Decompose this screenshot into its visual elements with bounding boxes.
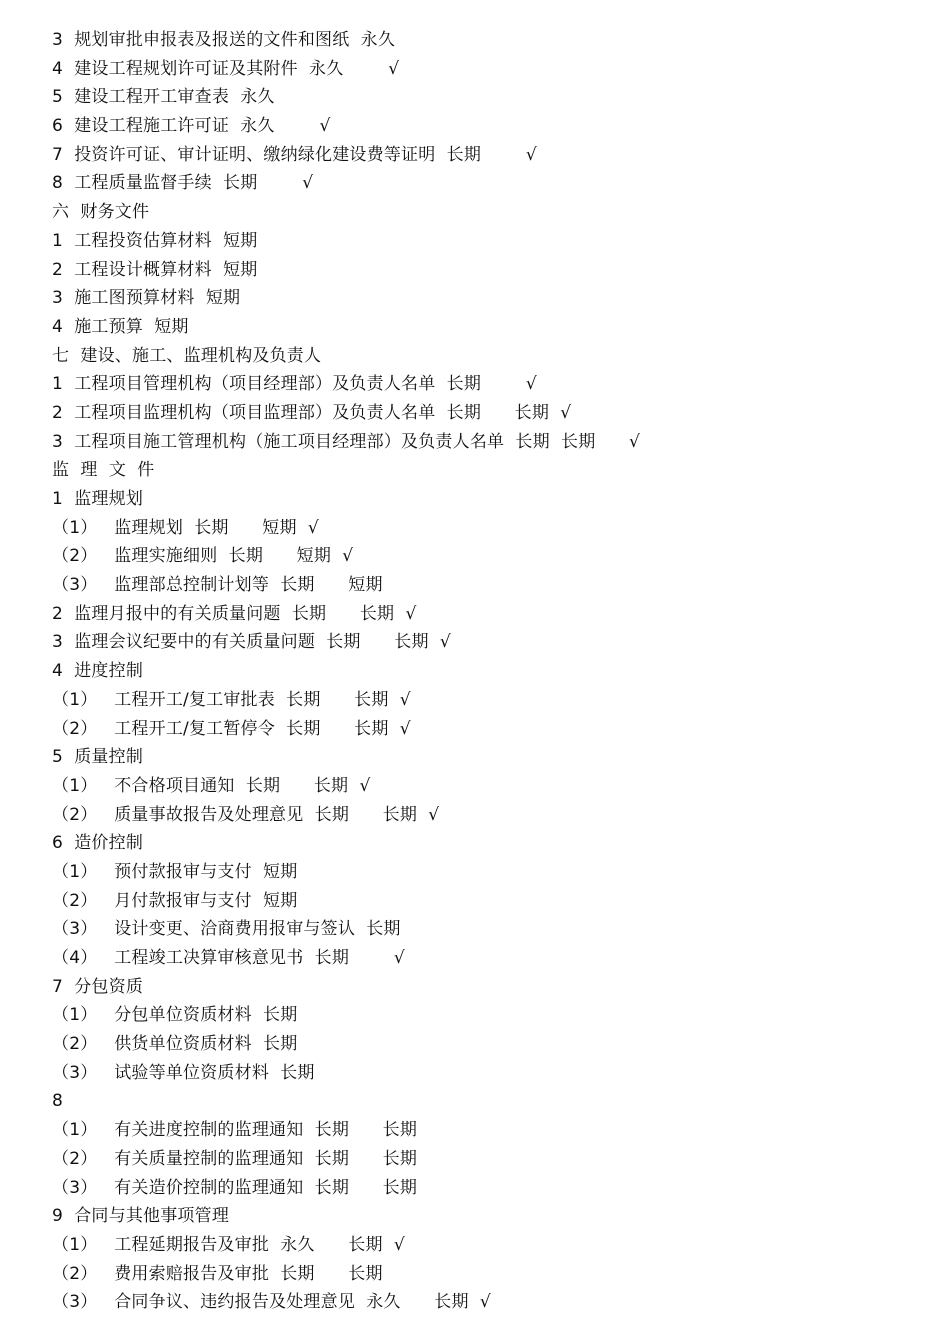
text-line: 8 工程质量监督手续 长期 √	[52, 173, 314, 194]
text-line: （2） 供货单位资质材料 长期	[52, 1034, 298, 1055]
text-line: 6 造价控制	[52, 833, 144, 854]
text-line: （1） 预付款报审与支付 短期	[52, 861, 298, 882]
text-line: （4） 工程竣工决算审核意见书 长期 √	[52, 948, 405, 968]
text-line: 1 监理规划	[52, 489, 144, 509]
text-line: （3） 设计变更、洽商费用报审与签认 长期	[52, 919, 401, 940]
text-line: （2） 有关质量控制的监理通知 长期 长期	[52, 1148, 418, 1169]
text-line: 监 理 文 件	[52, 460, 155, 481]
text-line: （3） 有关造价控制的监理通知 长期 长期	[52, 1177, 418, 1198]
text-line: （1） 不合格项目通知 长期 长期 √	[52, 775, 371, 796]
text-line: （3） 监理部总控制计划等 长期 短期	[52, 575, 383, 596]
text-line: （1） 监理规划 长期 短期 √	[52, 517, 319, 538]
text-line: （1） 有关进度控制的监理通知 长期 长期	[52, 1120, 418, 1141]
text-line: 2 监理月报中的有关质量问题 长期 长期 √	[52, 603, 417, 624]
text-line: 4 建设工程规划许可证及其附件 永久 √	[52, 58, 400, 79]
text-line: 9 合同与其他事项管理	[52, 1206, 230, 1227]
text-line: 3 工程项目施工管理机构（施工项目经理部）及负责人名单 长期 长期 √	[52, 431, 641, 452]
text-line: 六 财务文件	[52, 202, 150, 223]
text-line: 6 建设工程施工许可证 永久 √	[52, 116, 331, 137]
text-line: （1） 分包单位资质材料 长期	[52, 1005, 298, 1026]
document-body	[52, 26, 932, 1317]
text-line: 3 监理会议纪要中的有关质量问题 长期 长期 √	[52, 632, 451, 653]
text-line: 7 分包资质	[52, 976, 144, 997]
text-line: 七 建设、施工、监理机构及负责人	[52, 345, 322, 366]
text-line: 1 工程项目管理机构（项目经理部）及负责人名单 长期 √	[52, 374, 537, 395]
text-line: 7 投资许可证、审计证明、缴纳绿化建设费等证明 长期 √	[52, 144, 537, 165]
text-line: 2 工程项目监理机构（项目监理部）及负责人名单 长期 长期 √	[52, 402, 572, 423]
text-line: 5 建设工程开工审查表 永久	[52, 87, 275, 108]
text-line: （2） 工程开工/复工暂停令 长期 长期 √	[52, 718, 411, 739]
text-line: 4 进度控制	[52, 661, 144, 682]
text-line: （1） 工程开工/复工审批表 长期 长期 √	[52, 689, 411, 710]
text-line: 3 规划审批申报表及报送的文件和图纸 永久	[52, 30, 396, 50]
text-line: 4 施工预算 短期	[52, 316, 189, 337]
text-line: 3 施工图预算材料 短期	[52, 288, 241, 309]
text-line: 5 质量控制	[52, 747, 144, 768]
text-line: （2） 监理实施细则 长期 短期 √	[52, 546, 354, 567]
text-line: （1） 工程延期报告及审批 永久 长期 √	[52, 1234, 405, 1255]
text-line: （3） 合同争议、违约报告及处理意见 永久 长期 √	[52, 1292, 491, 1313]
text-line: （2） 费用索赔报告及审批 长期 长期	[52, 1263, 383, 1284]
text-line: 2 工程设计概算材料 短期	[52, 259, 258, 280]
text-line: （2） 月付款报审与支付 短期	[52, 890, 298, 911]
text-line: 8	[52, 1091, 64, 1112]
text-line: 1 工程投资估算材料 短期	[52, 230, 258, 251]
text-line: （2） 质量事故报告及处理意见 长期 长期 √	[52, 804, 440, 825]
text-line: （3） 试验等单位资质材料 长期	[52, 1062, 315, 1083]
